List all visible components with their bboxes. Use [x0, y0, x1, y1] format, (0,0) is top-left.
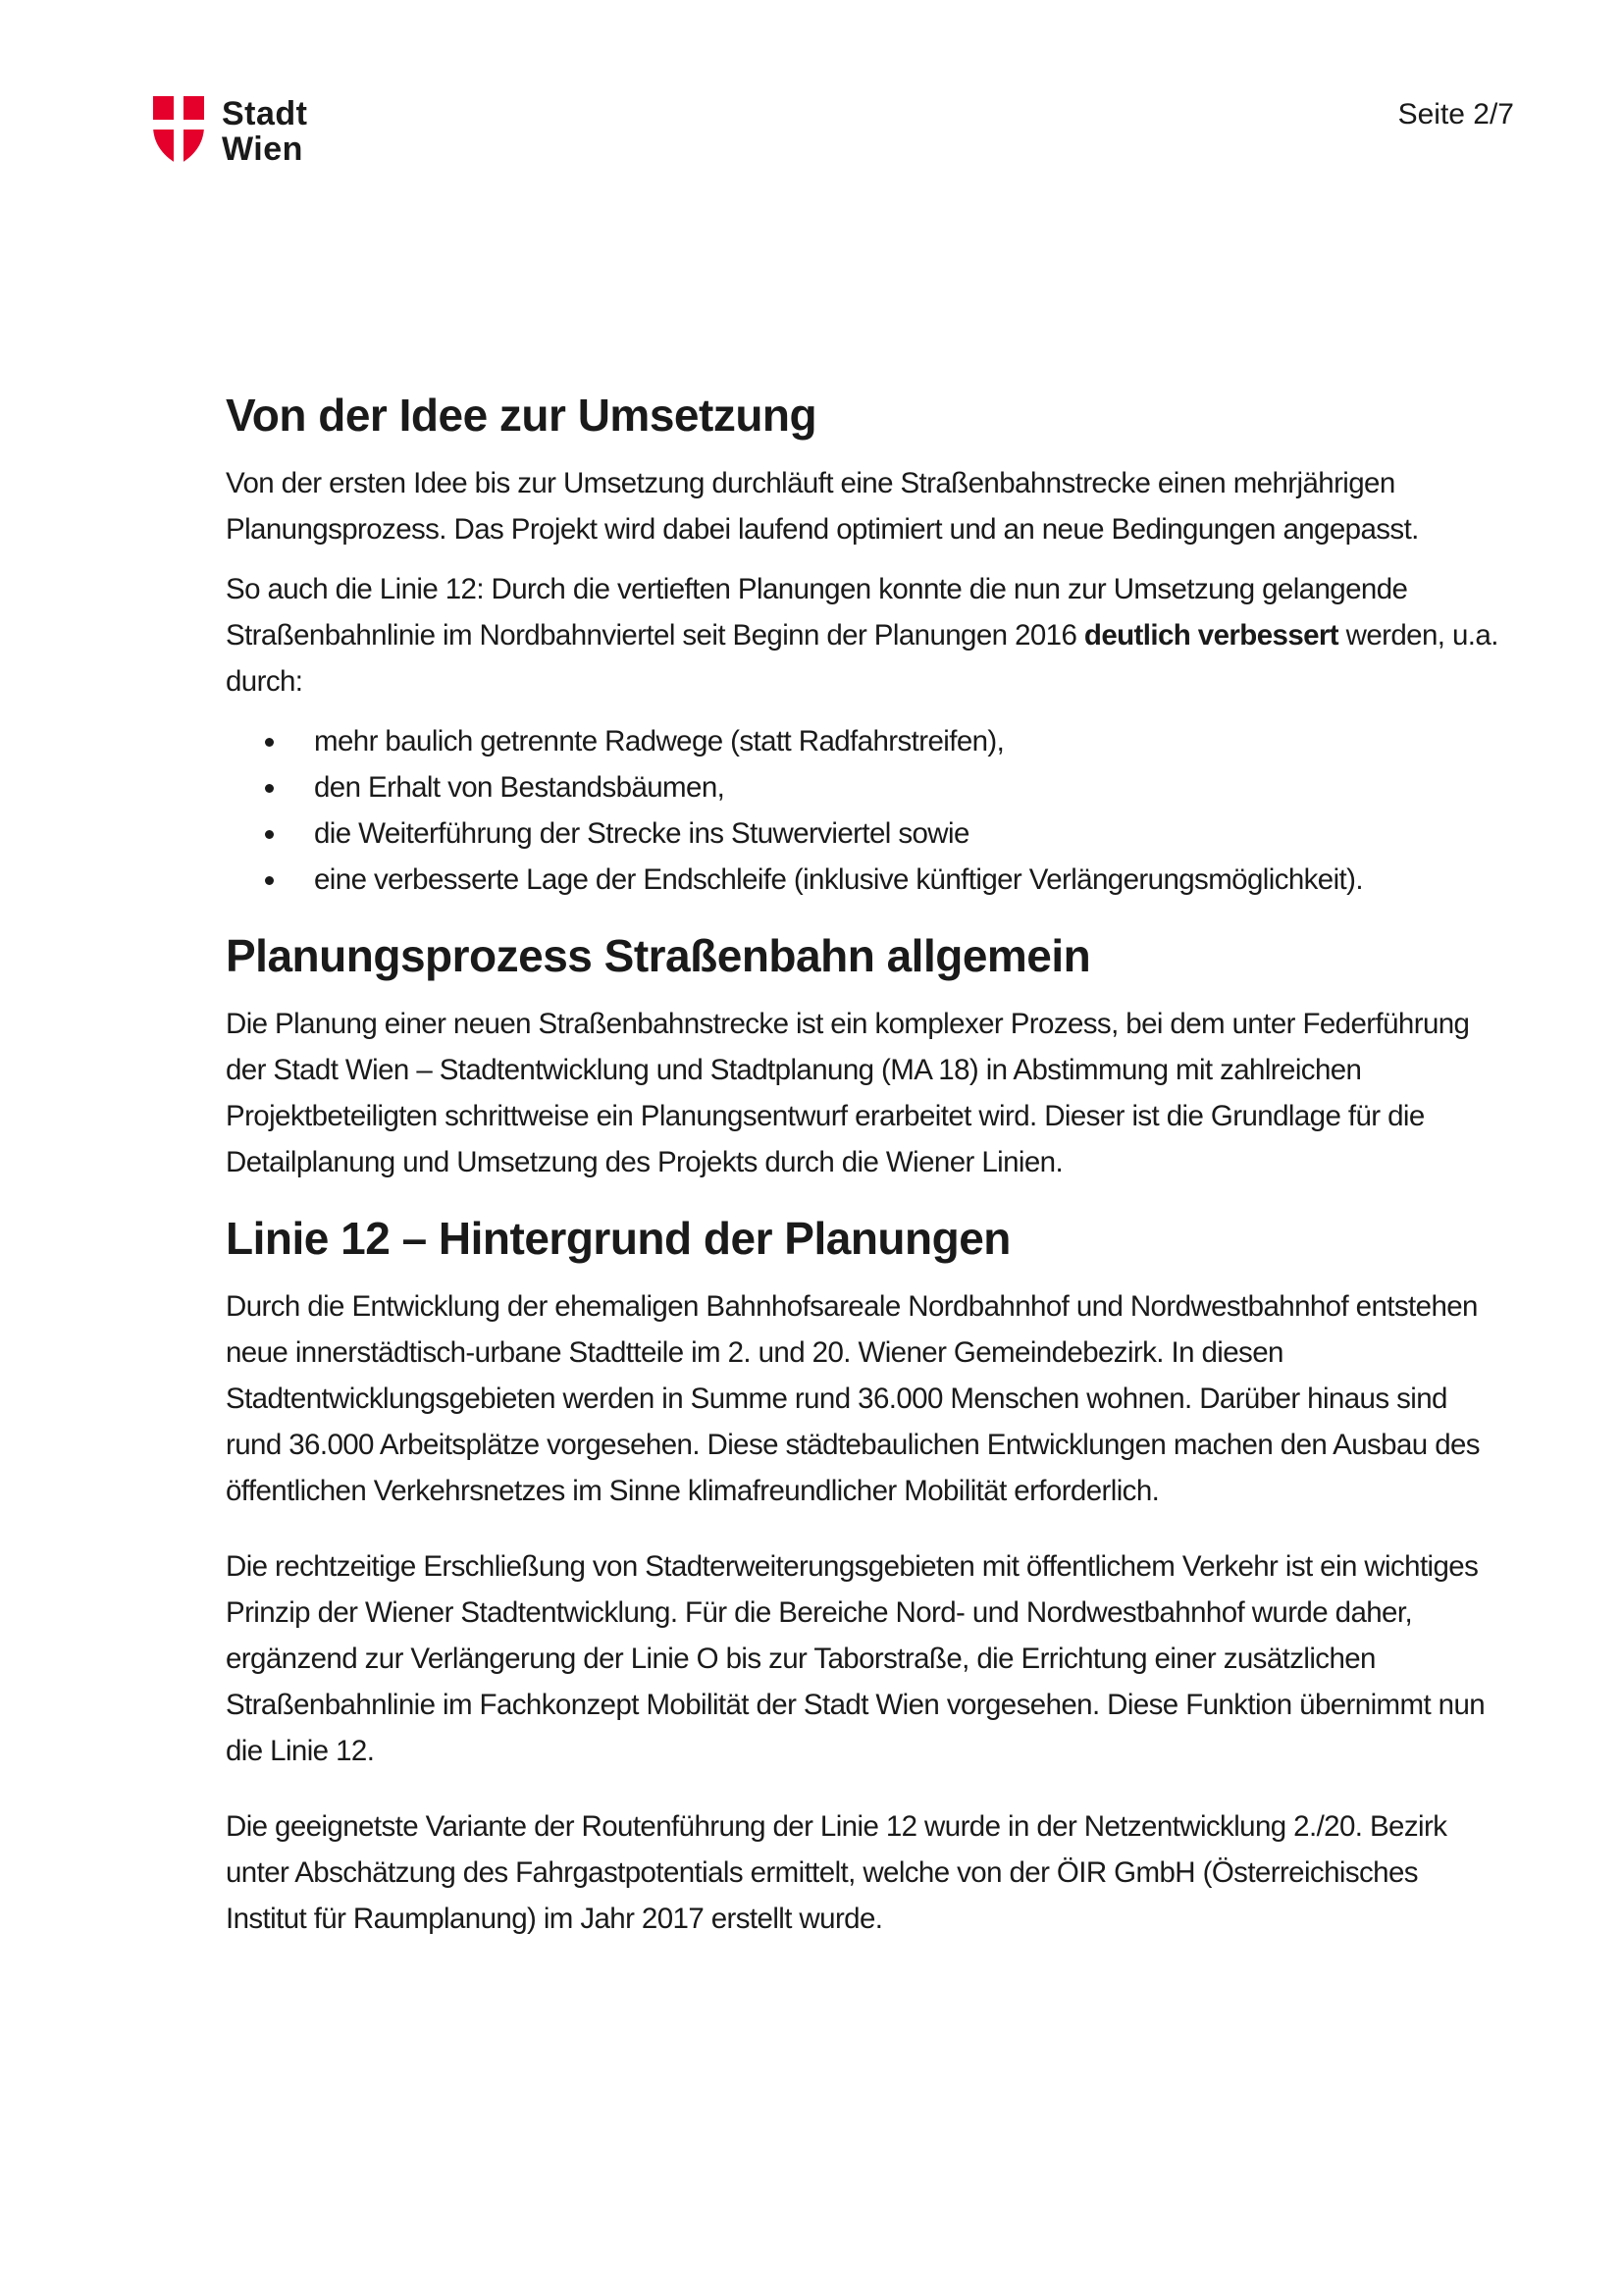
- list-item: [226, 810, 1501, 857]
- paragraph: Durch die Entwicklung der ehemaligen Bahnhofsareale Nordbahnhof und Nordwestbahnhof entstehen neue innerstädtisch-urbane Stadtteile im 2. und 20. Wiener Gemeindebezirk. In diesen Stadtentwicklungsgebieten werden in Summe rund 36.000 Menschen wohnen. Darüber hinaus sind rund 36.000 Arbeitsplätze vorgesehen. Diese städtebaulichen Entwicklungen machen den Ausbau des öffentlichen Verkehrsnetzes im Sinne klimafreundlicher Mobilität erforderlich.: [226, 1290, 1480, 1507]
- paragraph: Von der ersten Idee bis zur Umsetzung durchläuft eine Straßenbahnstrecke einen mehrjährigen Planungsprozess. Das Projekt wird dabei laufend optimiert und an neue Bedingungen angepasst.: [226, 467, 1419, 546]
- section-heading: Linie 12 – Hintergrund der Planungen: [226, 1213, 1011, 1264]
- paragraph: Die Planung einer neuen Straßenbahnstrecke ist ein komplexer Prozess, bei dem unter Federführung der Stadt Wien – Stadtentwicklung und Stadtplanung (MA 18) in Abstimmung mit zahlreichen Projektbeteiligten schrittweise ein Planungsentwurf erarbeitet wird. Dieser ist die Grundlage für die Detailplanung und Umsetzung des Projekts durch die Wiener Linien.: [226, 1008, 1470, 1178]
- section-planungsprozess: [226, 928, 1501, 1185]
- bullet-icon: [265, 738, 274, 747]
- emphasis-text: deutlich verbessert: [1083, 619, 1339, 652]
- paragraph: Die rechtzeitige Erschließung von Stadterweiterungsgebieten mit öffentlichem Verkehr ist ein wichtiges Prinzip der Wiener Stadtentwicklung. Für die Bereiche Nord- und Nordwestbahnhof wurde daher, ergänzend zur Verlängerung der Linie O bis zur Taborstraße, die Errichtung einer zusätzlichen Straßenbahnlinie im Fachkonzept Mobilität der Stadt Wien vorgesehen. Diese Funktion übernimmt nun die Linie 12.: [226, 1550, 1486, 1767]
- paragraph-with-emphasis: [226, 566, 1501, 704]
- bullet-icon: [265, 876, 274, 885]
- bullet-icon: [265, 830, 274, 839]
- list-item-text: mehr baulich getrennte Radwege (statt Radfahrstreifen),: [314, 725, 1005, 757]
- logo-line-stadt: Stadt: [222, 95, 308, 132]
- section-linie-12-hintergrund: [226, 1211, 1501, 1942]
- section-heading: Von der Idee zur Umsetzung: [226, 390, 817, 441]
- document-body: [226, 388, 1501, 1967]
- paragraph: Die geeignetste Variante der Routenführung der Linie 12 wurde in der Netzentwicklung 2./20. Bezirk unter Abschätzung des Fahrgastpotentials ermittelt, welche von der ÖIR GmbH (Österreichisches Institut für Raumplanung) im Jahr 2017 erstellt wurde.: [226, 1810, 1447, 1935]
- paragraph-text: werden, u.a. durch:: [226, 619, 1498, 698]
- logo-line-wien: Wien: [222, 130, 303, 168]
- stadt-wien-logo: [153, 96, 308, 167]
- list-item-text: den Erhalt von Bestandsbäumen,: [314, 771, 725, 804]
- paragraph-text: So auch die Linie 12: Durch die vertieften Planungen konnte die nun zur Umsetzung gelangende Straßenbahnlinie im Nordbahnviertel seit Beginn der Planungen 2016: [226, 573, 1408, 652]
- improvement-list: [226, 718, 1501, 903]
- page-number: Seite 2/7: [1397, 98, 1514, 130]
- list-item-text: eine verbesserte Lage der Endschleife (inklusive künftiger Verlängerungsmöglichkeit).: [314, 863, 1363, 896]
- section-idee-umsetzung: [226, 388, 1501, 903]
- section-heading: Planungsprozess Straßenbahn allgemein: [226, 930, 1091, 981]
- vienna-shield-icon: [153, 96, 204, 165]
- logo-wordmark: [222, 96, 308, 167]
- list-item: [226, 718, 1501, 764]
- bullet-icon: [265, 784, 274, 793]
- list-item: [226, 764, 1501, 810]
- list-item-text: die Weiterführung der Strecke ins Stuwerviertel sowie: [314, 817, 969, 850]
- list-item: [226, 857, 1501, 903]
